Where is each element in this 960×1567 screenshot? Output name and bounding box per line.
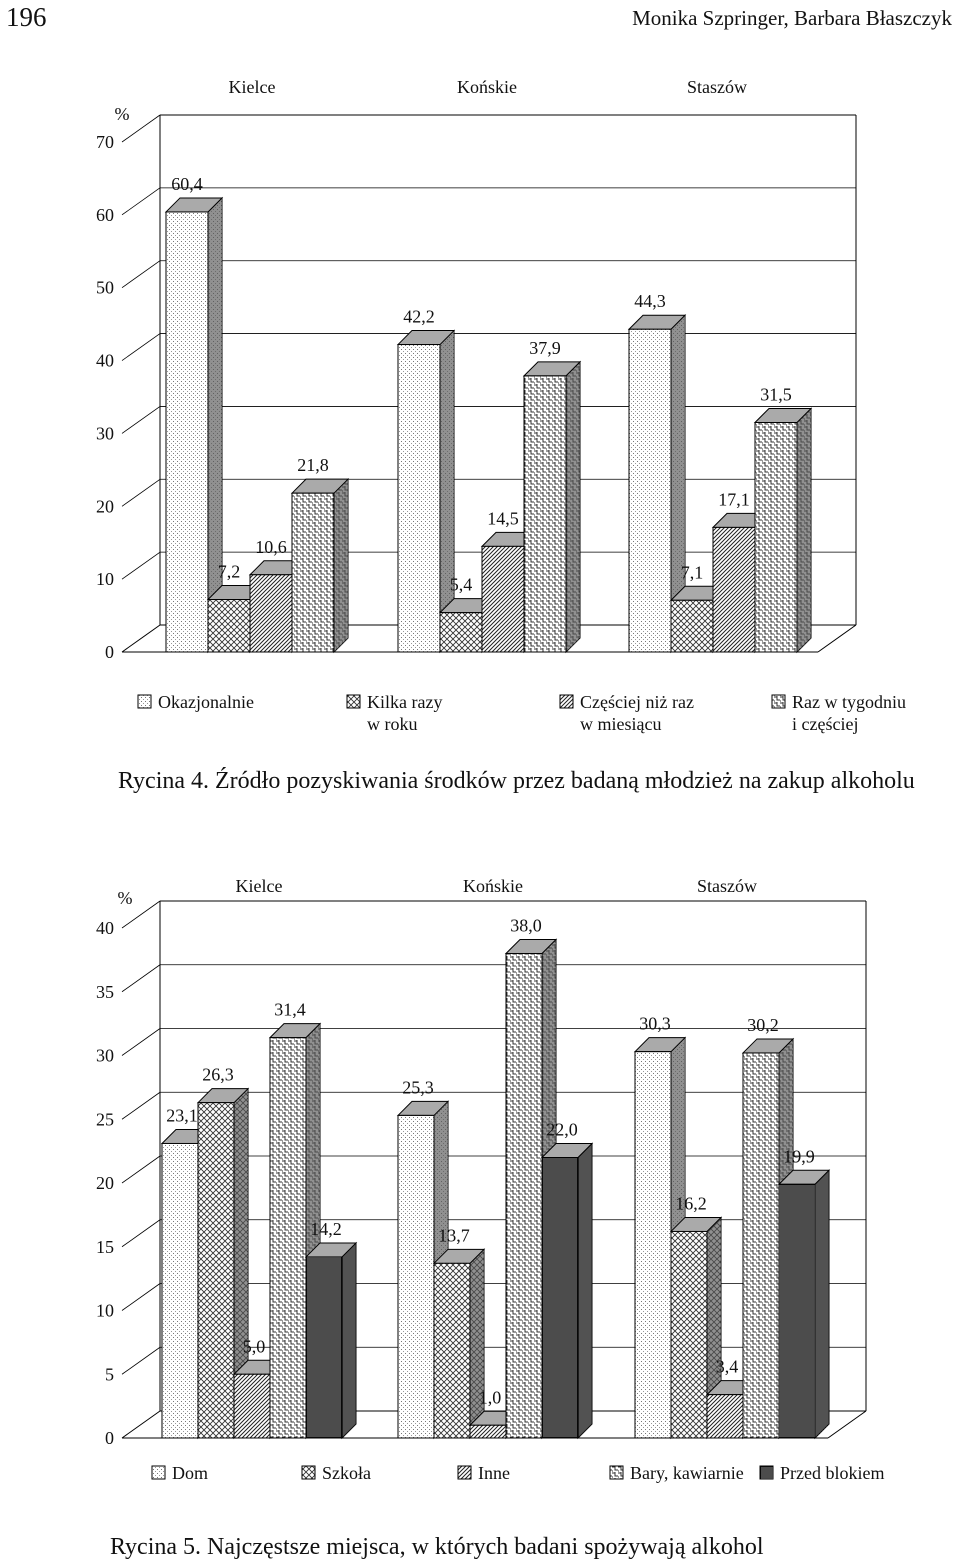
value-label: 5,0: [242, 1336, 266, 1357]
value-label: 26,3: [202, 1064, 234, 1085]
figure-5-caption: Rycina 5. Najczęstsze miejsca, w których badani spożywają alkohol: [110, 1534, 764, 1560]
legend-swatch: [560, 695, 573, 708]
legend-label: Kilka razy: [367, 692, 443, 712]
value-label: 19,9: [783, 1146, 815, 1167]
legend-label: Szkoła: [322, 1463, 371, 1483]
y-tick-label: 10: [96, 569, 114, 590]
legend-label: Bary, kawiarnie: [630, 1463, 744, 1483]
legend-swatch: [152, 1466, 165, 1479]
category-label-konskie: Końskie: [457, 77, 517, 97]
y-tick-label: 60: [96, 204, 114, 225]
value-label: 13,7: [438, 1225, 470, 1246]
y-tick-label: 25: [96, 1109, 114, 1130]
value-label: 7,1: [680, 562, 704, 583]
legend-swatch: [138, 695, 151, 708]
value-label: 22,0: [546, 1119, 578, 1140]
legend-swatch: [772, 695, 785, 708]
y-tick-label: 50: [96, 277, 114, 298]
legend-item-przed-blokiem: [760, 1463, 884, 1483]
y-tick-label: 30: [96, 423, 114, 444]
y-tick-label: 35: [96, 981, 114, 1002]
value-label: 42,2: [403, 306, 435, 327]
legend-item-okazjonalnie: [138, 692, 254, 712]
running-header-authors: Monika Szpringer, Barbara Błaszczyk: [632, 6, 952, 30]
value-label: 5,4: [449, 574, 473, 595]
value-label: 30,2: [747, 1014, 779, 1035]
bar-kielce-okazjonalnie: [166, 198, 222, 652]
legend-label: Raz w tygodniu: [792, 692, 906, 712]
legend-swatch: [760, 1466, 773, 1479]
value-label: 44,3: [634, 291, 666, 312]
y-tick-label: 70: [96, 132, 114, 152]
legend-label: Dom: [172, 1463, 208, 1483]
value-label: 25,3: [402, 1077, 434, 1098]
category-label-kielce: Kielce: [235, 876, 283, 896]
y-tick-label: 40: [96, 918, 114, 938]
bar-konskie-szkola: [434, 1249, 484, 1438]
value-label: 31,5: [760, 384, 792, 405]
category-label-konskie: Końskie: [463, 876, 523, 896]
y-tick-label: 10: [96, 1300, 114, 1321]
legend-item-bary-kawiarnie: [610, 1463, 744, 1483]
legend-item-kilka-razy-w-roku: [347, 692, 442, 734]
value-label: 3,4: [715, 1356, 739, 1377]
category-label-staszow: Staszów: [697, 876, 757, 896]
chart-figure-5: [0, 860, 960, 1520]
value-label: 16,2: [675, 1193, 707, 1214]
legend-item-czesciej-niz-raz-w-miesiacu: [560, 692, 694, 734]
y-axis-unit-label: %: [114, 104, 130, 124]
chart-figure-4: [0, 60, 960, 750]
legend-label: Częściej niż raz: [580, 692, 694, 712]
legend-label: Inne: [478, 1463, 510, 1483]
category-label-kielce: Kielce: [228, 77, 276, 97]
legend-item-raz-w-tygodniu-i-czesciej: [772, 692, 906, 734]
value-label: 60,4: [171, 173, 203, 194]
category-label-staszow: Staszów: [687, 77, 747, 97]
legend-item-szkola: [302, 1463, 371, 1483]
page-number: 196: [6, 2, 47, 32]
legend-swatch: [458, 1466, 471, 1479]
y-tick-label: 20: [96, 1173, 114, 1193]
legend-swatch: [302, 1466, 315, 1479]
y-tick-label: 20: [96, 496, 114, 517]
value-label: 7,2: [217, 561, 241, 582]
legend-item-inne: [458, 1463, 510, 1483]
y-tick-label: 15: [96, 1236, 114, 1257]
y-tick-label: 0: [105, 642, 114, 662]
value-label: 10,6: [255, 536, 287, 557]
legend-label: Okazjonalnie: [158, 692, 254, 712]
y-tick-label: 5: [105, 1364, 114, 1385]
value-label: 21,8: [297, 455, 329, 476]
bar-kielce-raz-w-tygodniu-i-czesciej: [292, 479, 348, 652]
value-label: 14,2: [310, 1218, 342, 1239]
bar-konskie-okazjonalnie: [398, 331, 454, 652]
value-label: 23,1: [166, 1105, 198, 1126]
y-tick-label: 40: [96, 350, 114, 371]
value-label: 31,4: [274, 999, 306, 1020]
y-axis-unit-label: %: [117, 888, 133, 908]
y-tick-label: 0: [105, 1428, 114, 1448]
legend-swatch: [347, 695, 360, 708]
legend-swatch: [610, 1466, 623, 1479]
bar-kielce-przed-blokiem: [306, 1243, 356, 1438]
value-label: 30,3: [639, 1013, 671, 1034]
figure-4-caption: Rycina 4. Źródło pozyskiwania środków przez badaną młodzież na zakup alkoholu: [118, 768, 915, 794]
value-label: 14,5: [487, 508, 519, 529]
value-label: 1,0: [478, 1387, 502, 1408]
value-label: 17,1: [718, 489, 750, 510]
legend-label: w miesiącu: [580, 714, 662, 734]
legend-label: i częściej: [792, 714, 859, 734]
legend-label: w roku: [367, 714, 418, 734]
legend-item-dom: [152, 1463, 208, 1483]
y-tick-label: 30: [96, 1045, 114, 1066]
bar-konskie-raz-w-tygodniu-i-czesciej: [524, 362, 580, 652]
value-label: 37,9: [529, 337, 561, 358]
bar-staszow-raz-w-tygodniu-i-czesciej: [755, 409, 811, 653]
legend-label: Przed blokiem: [780, 1463, 885, 1483]
value-label: 38,0: [510, 915, 542, 936]
bar-staszow-przed-blokiem: [779, 1170, 829, 1438]
bar-konskie-przed-blokiem: [542, 1144, 592, 1439]
